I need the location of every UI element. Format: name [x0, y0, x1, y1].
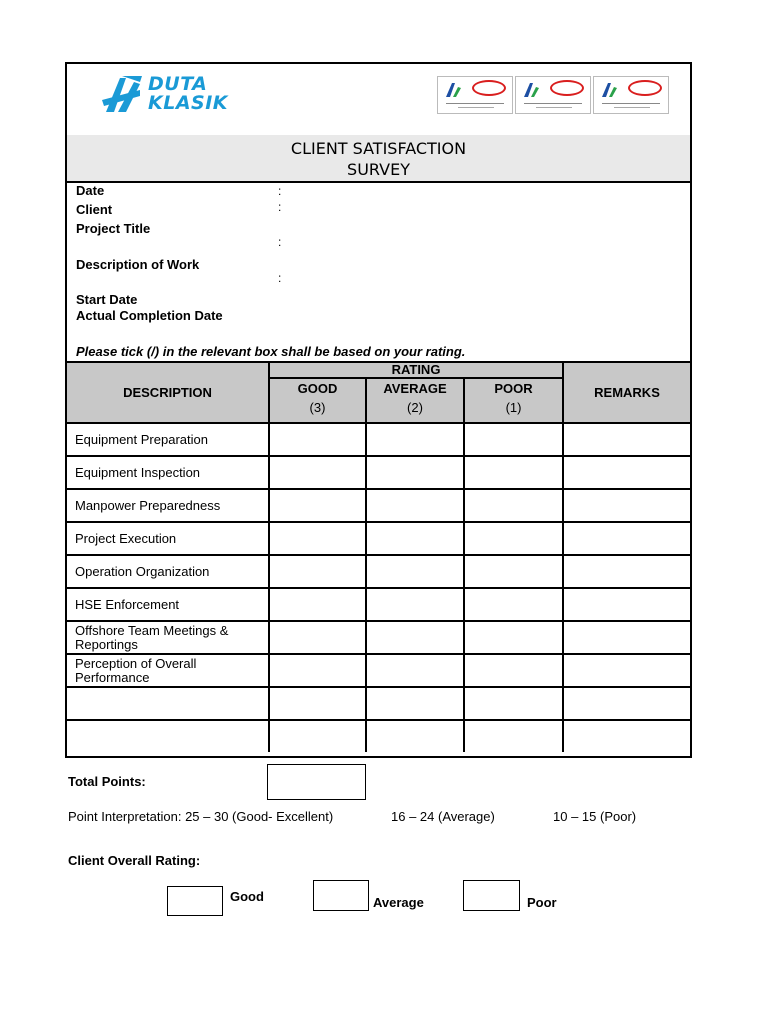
- field-date-colon: :: [278, 184, 282, 198]
- average-tick-cell[interactable]: [366, 588, 464, 621]
- row-label: Perception of Overall Performance: [67, 654, 269, 687]
- poor-tick-cell[interactable]: [464, 456, 563, 489]
- field-description-of-work-label: Description of Work: [76, 257, 200, 272]
- table-row: [67, 423, 690, 456]
- row-label: Project Execution: [67, 522, 269, 555]
- overall-good-box[interactable]: [167, 886, 223, 916]
- table-row: [67, 720, 690, 752]
- good-tick-cell[interactable]: [269, 522, 366, 555]
- poor-tick-cell[interactable]: [464, 588, 563, 621]
- average-tick-cell[interactable]: [366, 654, 464, 687]
- table-row: [67, 456, 690, 489]
- average-tick-cell[interactable]: [366, 423, 464, 456]
- poor-tick-cell[interactable]: [464, 522, 563, 555]
- poor-tick-cell[interactable]: [464, 720, 563, 752]
- interpretation-average: 16 – 24 (Average): [391, 809, 495, 824]
- poor-tick-cell[interactable]: [464, 489, 563, 522]
- field-client-colon: :: [278, 200, 282, 214]
- rating-average-name: AVERAGE: [383, 381, 447, 396]
- table-row: [67, 687, 690, 720]
- remarks-cell[interactable]: [563, 423, 690, 456]
- table-row: [67, 522, 690, 555]
- field-date-label: Date: [76, 183, 105, 198]
- poor-tick-cell[interactable]: [464, 423, 563, 456]
- overall-poor-label: Poor: [527, 895, 557, 910]
- poor-tick-cell[interactable]: [464, 687, 563, 720]
- survey-form: [65, 62, 692, 758]
- remarks-cell[interactable]: [563, 621, 690, 654]
- good-tick-cell[interactable]: [269, 423, 366, 456]
- table-row: [67, 555, 690, 588]
- rating-header: RATING: [269, 362, 563, 378]
- field-project-title-label: Project Title: [76, 221, 151, 236]
- average-tick-cell[interactable]: [366, 522, 464, 555]
- overall-average-box[interactable]: [313, 880, 369, 911]
- remarks-header: REMARKS: [563, 362, 690, 423]
- rating-poor-score: (1): [505, 400, 522, 415]
- company-logo: [100, 72, 240, 118]
- remarks-cell[interactable]: [563, 555, 690, 588]
- good-tick-cell[interactable]: [269, 654, 366, 687]
- logo-mark-icon: [100, 72, 144, 116]
- rating-good-header: [269, 378, 366, 423]
- title-line-2: SURVEY: [347, 160, 410, 179]
- remarks-cell[interactable]: [563, 456, 690, 489]
- table-row: [67, 654, 690, 687]
- overall-rating-label: Client Overall Rating:: [68, 853, 201, 868]
- row-label: Equipment Preparation: [67, 423, 269, 456]
- row-label: HSE Enforcement: [67, 588, 269, 621]
- good-tick-cell[interactable]: [269, 588, 366, 621]
- total-points-box[interactable]: [267, 764, 366, 800]
- certification-badge-icon: [515, 76, 591, 114]
- good-tick-cell[interactable]: [269, 456, 366, 489]
- interpretation-good: Point Interpretation: 25 – 30 (Good- Excellent): [68, 809, 334, 824]
- rating-average-header: [366, 378, 464, 423]
- row-label: Offshore Team Meetings & Reportings: [67, 621, 269, 654]
- average-tick-cell[interactable]: [366, 687, 464, 720]
- field-client-label: Client: [76, 202, 113, 217]
- overall-good-label: Good: [230, 889, 264, 904]
- remarks-cell[interactable]: [563, 489, 690, 522]
- row-label: Manpower Preparedness: [67, 489, 269, 522]
- remarks-cell[interactable]: [563, 588, 690, 621]
- total-points-label: Total Points:: [68, 774, 146, 789]
- average-tick-cell[interactable]: [366, 555, 464, 588]
- overall-poor-box[interactable]: [463, 880, 520, 911]
- certification-badge-icon: [593, 76, 669, 114]
- field-description-of-work-colon: :: [278, 271, 282, 285]
- title-line-1: CLIENT SATISFACTION: [290, 139, 467, 158]
- remarks-cell[interactable]: [563, 654, 690, 687]
- remarks-cell[interactable]: [563, 687, 690, 720]
- rating-table: [67, 361, 690, 752]
- average-tick-cell[interactable]: [366, 720, 464, 752]
- poor-tick-cell[interactable]: [464, 621, 563, 654]
- interpretation-poor: 10 – 15 (Poor): [553, 809, 637, 824]
- rating-good-name: GOOD: [297, 381, 338, 396]
- table-row: [67, 489, 690, 522]
- poor-tick-cell[interactable]: [464, 555, 563, 588]
- field-completion-date-label: Actual Completion Date: [76, 308, 223, 323]
- average-tick-cell[interactable]: [366, 489, 464, 522]
- row-label[interactable]: [67, 687, 269, 720]
- remarks-cell[interactable]: [563, 720, 690, 752]
- logo-line-1: DUTA: [148, 73, 208, 95]
- field-start-date-label: Start Date: [76, 292, 138, 307]
- field-project-title-colon: :: [278, 235, 282, 249]
- remarks-cell[interactable]: [563, 522, 690, 555]
- average-tick-cell[interactable]: [366, 456, 464, 489]
- good-tick-cell[interactable]: [269, 489, 366, 522]
- certification-badges: [437, 76, 669, 114]
- rating-average-score: (2): [407, 400, 423, 415]
- good-tick-cell[interactable]: [269, 720, 366, 752]
- table-row: [67, 588, 690, 621]
- row-label[interactable]: [67, 720, 269, 752]
- overall-average-label: Average: [373, 895, 424, 910]
- good-tick-cell[interactable]: [269, 621, 366, 654]
- description-header: DESCRIPTION: [67, 362, 269, 423]
- form-header: [67, 64, 690, 137]
- poor-tick-cell[interactable]: [464, 654, 563, 687]
- certification-badge-icon: [437, 76, 513, 114]
- rating-poor-header: [464, 378, 563, 423]
- row-label: Operation Organization: [67, 555, 269, 588]
- rating-instruction: Please tick (/) in the relevant box shall be based on your rating.: [76, 344, 466, 359]
- rating-good-score: (3): [309, 400, 326, 415]
- good-tick-cell[interactable]: [269, 555, 366, 588]
- row-label: Equipment Inspection: [67, 456, 269, 489]
- form-title: [67, 135, 690, 183]
- average-tick-cell[interactable]: [366, 621, 464, 654]
- table-row: [67, 621, 690, 654]
- good-tick-cell[interactable]: [269, 687, 366, 720]
- logo-line-2: KLASIK: [148, 92, 229, 114]
- rating-poor-name: POOR: [494, 381, 533, 396]
